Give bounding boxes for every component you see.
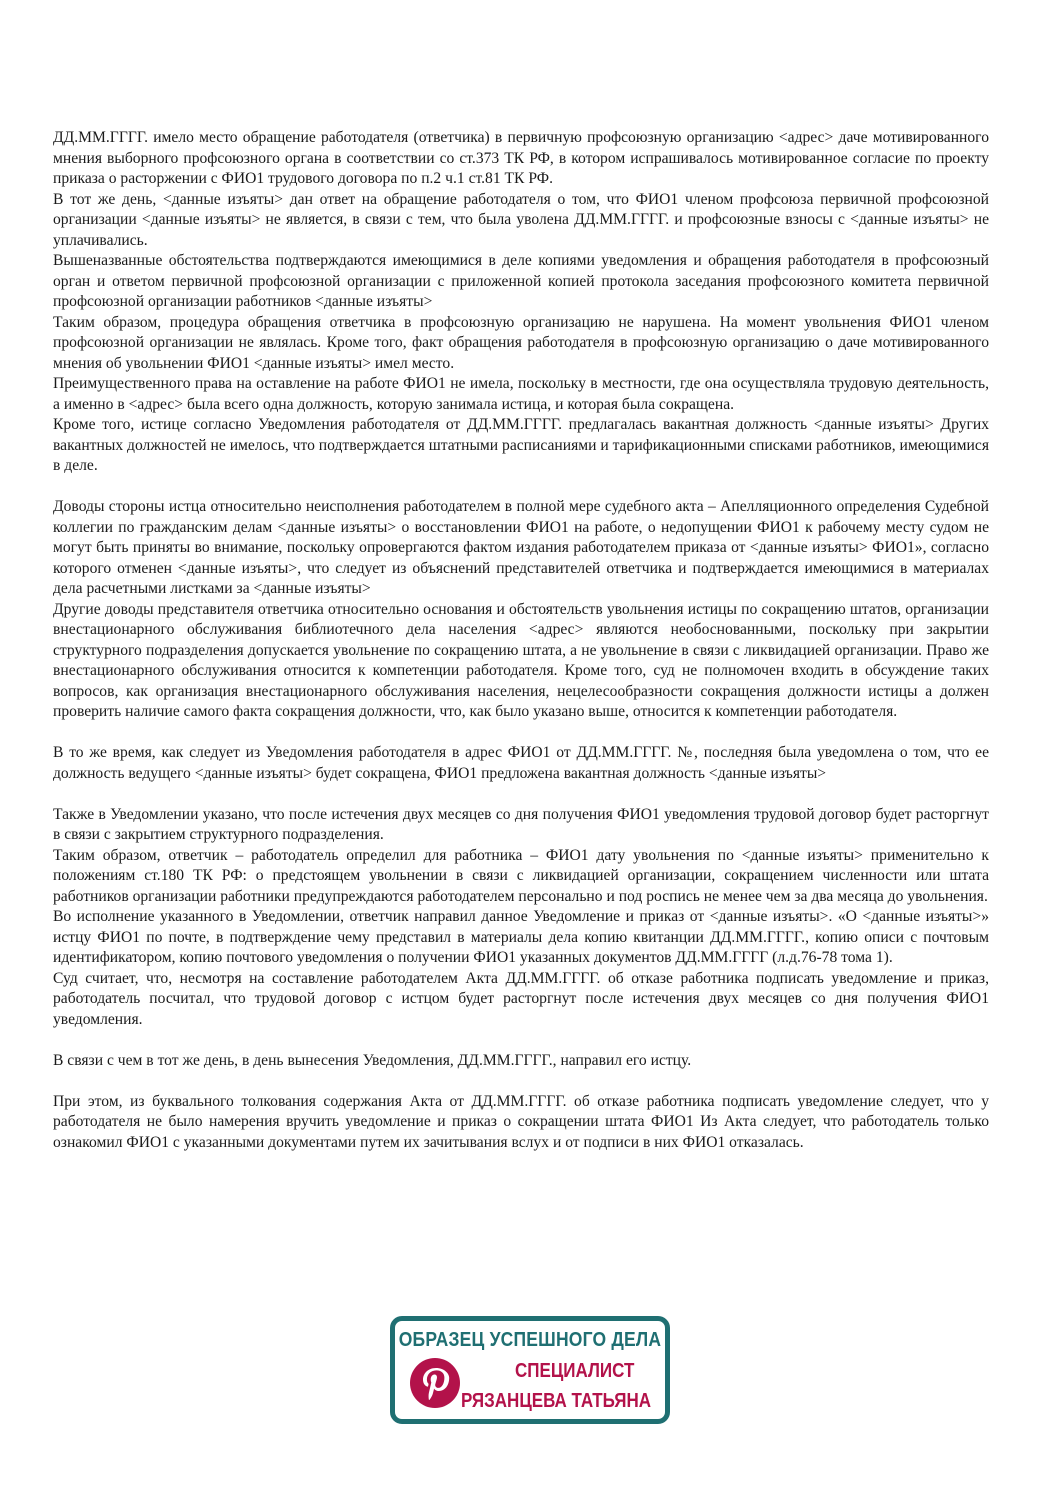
paragraph: Доводы стороны истца относительно неисполнения работодателем в полной мере судебного акта – Апелляционного определения Судебной коллегии по гражданским делам <данные изъяты> о восстановлении ФИО1 на работе, о недопущении ФИО1 к рабочему месту судом не могут быть приняты во внимание, поскольку опровергаются фактом издания работодателем приказа от <данные изъяты> ФИО1», согласно которого отменен <данные изъяты>, что следует из объяснений представителей ответчика и подтверждается имеющимися в материалах дела расчетными листками за <данные изъяты> bbox=[53, 498, 989, 597]
paragraph: Таким образом, ответчик – работодатель определил для работника – ФИО1 дату увольнения по <данные изъяты> применительно к положениям ст.180 ТК РФ: о предстоящем увольнении в связи с ликвидацией организации, сокращением численности или штата работников организации работники предупреждаются работодателем персонально и под роспись не менее чем за два месяца до увольнения. bbox=[53, 846, 989, 905]
paragraph: Суд считает, что, несмотря на составление работодателем Акта ДД.ММ.ГГГГ. об отказе работника подписать уведомление и приказ, работодатель посчитал, что трудовой договор с истцом будет расторгнут после истечения двух месяцев со дня получения ФИО1 уведомления. bbox=[53, 969, 989, 1028]
pinterest-icon bbox=[409, 1357, 461, 1409]
stamp-title: ОБРАЗЕЦ УСПЕШНОГО ДЕЛА bbox=[398, 1327, 662, 1351]
stamp-subtitle: СПЕЦИАЛИСТ bbox=[515, 1359, 635, 1382]
paragraph: Таким образом, процедура обращения ответчика в профсоюзную организацию не нарушена. На момент увольнения ФИО1 членом профсоюзной организации не являлась. Кроме того, факт обращения работодателя в профсоюзную организацию о даче мотивированного мнения об увольнении ФИО1 <данные изъяты> имел место. bbox=[53, 313, 989, 372]
paragraph: В связи с чем в тот же день, в день вынесения Уведомления, ДД.ММ.ГГГГ., направил его истцу. bbox=[53, 1051, 692, 1069]
document-body bbox=[53, 128, 989, 1153]
paragraph: Также в Уведомлении указано, что после истечения двух месяцев со дня получения ФИО1 уведомления трудовой договор будет расторгнут в связи с закрытием структурного подразделения. bbox=[53, 805, 989, 843]
success-case-stamp bbox=[390, 1316, 670, 1424]
paragraph: Другие доводы представителя ответчика относительно основания и обстоятельств увольнения истицы по сокращению штатов, организации внестационарного обслуживания библиотечного дела населения <адрес> являются необоснованными, поскольку при закрытии структурного подразделения допускается увольнение по сокращению штата, а не увольнение в связи с ликвидацией организации. Право же внестационарного обслуживания относится к компетенции работодателя. Кроме того, суд не полномочен входить в обсуждение таких вопросов, как организация внестационарного обслуживания населения, нецелесообразности сокращения должности истицы а должен проверить наличие самого факта сокращения должности, что, как было указано выше, относится к компетенции работодателя. bbox=[53, 600, 989, 720]
paragraph: При этом, из буквального толкования содержания Акта от ДД.ММ.ГГГГ. об отказе работника подписать уведомление следует, что у работодателя не было намерения вручить уведомление и приказ о сокращении штата ФИО1 Из Акта следует, что работодатель только ознакомил ФИО1 с указанными документами путем их зачитывания вслух и от подписи в них ФИО1 отказалась. bbox=[53, 1092, 989, 1151]
paragraph: В то же время, как следует из Уведомления работодателя в адрес ФИО1 от ДД.ММ.ГГГГ. №, последняя была уведомлена о том, что ее должность ведущего <данные изъяты> будет сокращена, ФИО1 предложена вакантная должность <данные изъяты> bbox=[53, 744, 989, 782]
paragraph: В тот же день, <данные изъяты> дан ответ на обращение работодателя о том, что ФИО1 членом профсоюза первичной профсоюзной организации <данные изъяты> не является, в связи с тем, что была уволена ДД.ММ.ГГГГ. и профсоюзные взносы с <данные изъяты> не уплачивались. bbox=[53, 190, 989, 249]
stamp-name: РЯЗАНЦЕВА ТАТЬЯНА bbox=[461, 1389, 651, 1412]
paragraph: Кроме того, истице согласно Уведомления работодателя от ДД.ММ.ГГГГ. предлагалась вакантная должность <данные изъяты> Других вакантных должностей не имелось, что подтверждается штатными расписаниями и тарификационными списками работников, имеющимися в деле. bbox=[53, 416, 989, 474]
paragraph: Вышеназванные обстоятельства подтверждаются имеющимися в деле копиями уведомления и обращения работодателя в профсоюзный орган и ответом первичной профсоюзной организации с приложенной копией протокола заседания профсоюзного комитета первичной профсоюзной организации работников <данные изъяты> bbox=[53, 252, 989, 310]
paragraph: Преимущественного права на оставление на работе ФИО1 не имела, поскольку в местности, где она осуществляла трудовую деятельность, а именно в <адрес> была всего одна должность, которую занимала истица, и которая была сокращена. bbox=[53, 375, 989, 413]
paragraph: ДД.ММ.ГГГГ. имело место обращение работодателя (ответчика) в первичную профсоюзную организацию <адрес> даче мотивированного мнения выборного профсоюзного органа в соответствии со ст.373 ТК РФ, в котором испрашивалось мотивированное согласие по проекту приказа о расторжении с ФИО1 трудового договора по п.2 ч.1 ст.81 ТК РФ. bbox=[53, 129, 989, 187]
paragraph: Во исполнение указанного в Уведомлении, ответчик направил данное Уведомление и приказ от <данные изъяты>. «О <данные изъяты>» истцу ФИО1 по почте, в подтверждение чему представил в материалы дела копию квитанции ДД.ММ.ГГГГ., копию описи с почтовым идентификатором, копию почтового уведомления о получении ФИО1 указанных документов ДД.ММ.ГГГГ (л.д.76-78 тома 1). bbox=[53, 908, 989, 966]
